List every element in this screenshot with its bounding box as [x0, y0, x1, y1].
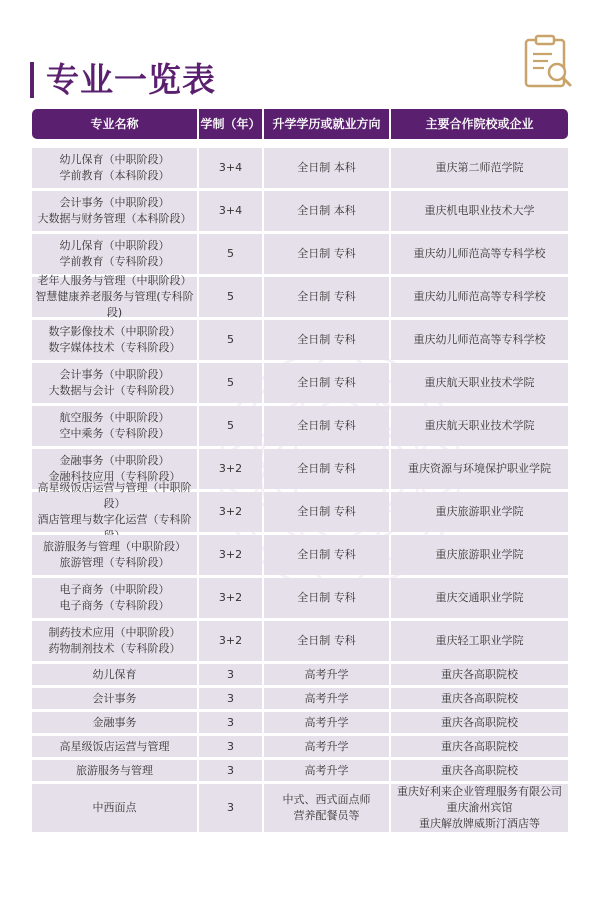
cell-direction [264, 664, 389, 685]
cell-partner [391, 535, 568, 575]
cell-partner-line: 重庆航天职业技术学院 [424, 419, 535, 432]
cell-direction [264, 277, 389, 317]
cell-years: 3+2 [199, 535, 262, 575]
cell-major-line: 电子商务（中职阶段） [59, 583, 170, 596]
cell-direction [264, 621, 389, 661]
cell-direction-line: 全日制 专科 [297, 247, 356, 260]
cell-years: 3+2 [199, 492, 262, 532]
cell-major-line: 老年人服务与管理（中职阶段） [37, 274, 192, 287]
cell-partner-line: 重庆解放牌威斯汀酒店等 [419, 817, 540, 830]
cell-major-line: 旅游服务与管理 [76, 763, 153, 777]
title-accent-bar [30, 62, 34, 98]
cell-direction-line: 高考升学 [304, 739, 349, 753]
cell-major-line: 航空服务（中职阶段） [59, 411, 170, 424]
cell-years: 3+2 [199, 621, 262, 661]
cell-major [32, 664, 197, 685]
cell-years: 5 [199, 406, 262, 446]
cell-direction [264, 449, 389, 489]
cell-partner [391, 736, 568, 757]
table-row [32, 760, 568, 781]
table-row [32, 712, 568, 733]
table-row [32, 406, 568, 446]
cell-partner-line: 重庆各高职院校 [441, 739, 518, 753]
cell-major-line: 旅游服务与管理（中职阶段） [43, 540, 186, 553]
cell-partner [391, 760, 568, 781]
header-major: 专业名称 [32, 109, 197, 139]
cell-major-line: 学前教育（专科阶段） [59, 255, 170, 268]
header-direction: 升学学历或就业方向 [264, 109, 389, 139]
cell-years: 3+4 [199, 191, 262, 231]
table-row [32, 578, 568, 618]
table-row [32, 535, 568, 575]
cell-years: 3 [199, 664, 262, 685]
cell-direction-line: 中式、西式面点师 [282, 793, 371, 806]
cell-major [32, 406, 197, 446]
header-partner: 主要合作院校或企业 [391, 109, 568, 139]
cell-direction [264, 363, 389, 403]
cell-direction [264, 148, 389, 188]
cell-major-line: 金融科技应用（专科阶段） [48, 470, 181, 483]
cell-partner-line: 重庆旅游职业学院 [435, 548, 524, 561]
page-title: 专业一览表 [46, 60, 216, 99]
cell-direction [264, 191, 389, 231]
cell-direction-line: 全日制 专科 [297, 548, 356, 561]
cell-direction [264, 406, 389, 446]
cell-direction-line: 全日制 专科 [297, 419, 356, 432]
cell-major [32, 274, 197, 319]
table-row [32, 274, 568, 319]
cell-direction-line: 全日制 本科 [297, 161, 356, 174]
cell-years: 3+2 [199, 449, 262, 489]
cell-partner-line: 重庆航天职业技术学院 [424, 376, 535, 389]
cell-partner-line: 重庆各高职院校 [441, 691, 518, 705]
clipboard-search-icon [522, 34, 574, 90]
cell-years: 5 [199, 320, 262, 360]
cell-years: 3 [199, 712, 262, 733]
cell-direction [264, 688, 389, 709]
cell-major [32, 688, 197, 709]
cell-direction [264, 492, 389, 532]
cell-years: 3 [199, 736, 262, 757]
table-row [32, 234, 568, 274]
cell-major-line: 制药技术应用（中职阶段） [48, 626, 181, 639]
table-row [32, 784, 568, 832]
cell-partner [391, 191, 568, 231]
table-row [32, 664, 568, 685]
cell-major [32, 481, 197, 532]
cell-partner-line: 重庆各高职院校 [441, 763, 518, 777]
cell-major-line: 会计事务 [92, 691, 137, 705]
cell-direction-line: 全日制 本科 [297, 204, 356, 217]
cell-partner-line: 重庆旅游职业学院 [435, 505, 524, 518]
cell-partner-line: 重庆渝州宾馆 [446, 801, 513, 814]
cell-major-line: 中西面点 [92, 801, 137, 814]
cell-direction-line: 全日制 专科 [297, 333, 356, 346]
cell-major [32, 320, 197, 360]
cell-partner-line: 重庆第二师范学院 [435, 161, 524, 174]
table-row [32, 736, 568, 757]
table-row [32, 621, 568, 661]
table-row [32, 363, 568, 403]
cell-major [32, 234, 197, 274]
cell-partner [391, 277, 568, 317]
cell-partner-line: 重庆各高职院校 [441, 715, 518, 729]
cell-direction-line: 高考升学 [304, 667, 349, 681]
cell-major-line: 数字媒体技术（专科阶段） [48, 341, 181, 354]
cell-years: 3 [199, 760, 262, 781]
cell-major [32, 760, 197, 781]
cell-major-line: 高星级饭店运营与管理（中职阶段） [37, 481, 192, 510]
cell-partner-line: 重庆交通职业学院 [435, 591, 524, 604]
cell-major [32, 621, 197, 661]
cell-partner [391, 688, 568, 709]
cell-direction [264, 712, 389, 733]
cell-major [32, 736, 197, 757]
table-row [32, 320, 568, 360]
cell-partner-line: 重庆轻工职业学院 [435, 634, 524, 647]
cell-partner [391, 234, 568, 274]
cell-direction [264, 234, 389, 274]
cell-partner [391, 363, 568, 403]
table-row [32, 148, 568, 188]
cell-partner-line: 重庆机电职业技术大学 [424, 204, 535, 217]
cell-major [32, 148, 197, 188]
cell-direction-line: 全日制 专科 [297, 290, 356, 303]
cell-years: 3 [199, 784, 262, 832]
cell-direction [264, 320, 389, 360]
cell-direction-line: 高考升学 [304, 691, 349, 705]
cell-major-line: 空中乘务（专科阶段） [59, 427, 170, 440]
cell-years: 3+2 [199, 578, 262, 618]
cell-major-line: 大数据与会计（专科阶段） [48, 384, 181, 397]
table-row [32, 688, 568, 709]
cell-direction-line: 全日制 专科 [297, 376, 356, 389]
cell-major-line: 学前教育（本科阶段） [59, 169, 170, 182]
cell-direction [264, 578, 389, 618]
cell-direction-line: 全日制 专科 [297, 634, 356, 647]
cell-partner-line: 重庆幼儿师范高等专科学校 [413, 290, 546, 303]
cell-partner [391, 148, 568, 188]
cell-major-line: 幼儿保育（中职阶段） [59, 239, 170, 252]
cell-direction-line: 高考升学 [304, 715, 349, 729]
cell-partner [391, 784, 568, 832]
table-header-row [32, 109, 568, 139]
cell-major-line: 智慧健康养老服务与管理(专科阶段) [35, 290, 194, 319]
cell-partner-line: 重庆幼儿师范高等专科学校 [413, 333, 546, 346]
cell-major-line: 幼儿保育（中职阶段） [59, 153, 170, 166]
cell-direction-line: 高考升学 [304, 763, 349, 777]
cell-major-line: 会计事务（中职阶段） [59, 368, 170, 381]
cell-major-line: 酒店管理与数字化运营（专科阶 [37, 513, 192, 526]
cell-partner [391, 578, 568, 618]
cell-years: 5 [199, 277, 262, 317]
cell-major [32, 535, 197, 575]
table-row [32, 481, 568, 532]
cell-major [32, 363, 197, 403]
cell-direction-line: 全日制 专科 [297, 591, 356, 604]
cell-major-line: 数字影像技术（中职阶段） [48, 325, 181, 338]
header-years: 学制（年） [199, 109, 262, 139]
cell-years: 5 [199, 234, 262, 274]
cell-partner-line: 重庆好利来企业管理服务有限公司 [397, 785, 562, 798]
cell-years: 3 [199, 688, 262, 709]
cell-direction [264, 760, 389, 781]
cell-direction-line: 全日制 专科 [297, 462, 356, 475]
cell-direction [264, 535, 389, 575]
cell-direction [264, 784, 389, 832]
cell-partner [391, 320, 568, 360]
cell-partner [391, 664, 568, 685]
cell-major-line: 旅游管理（专科阶段） [59, 556, 170, 569]
majors-table [32, 109, 568, 835]
cell-major-line: 电子商务（专科阶段） [59, 599, 170, 612]
cell-direction-line: 全日制 专科 [297, 505, 356, 518]
cell-major [32, 712, 197, 733]
cell-major-line: 幼儿保育 [92, 667, 137, 681]
cell-partner [391, 492, 568, 532]
cell-major [32, 191, 197, 231]
cell-direction-line: 营养配餐员等 [293, 809, 360, 822]
cell-major-line: 大数据与财务管理（本科阶段） [37, 212, 192, 225]
cell-partner [391, 712, 568, 733]
cell-partner [391, 621, 568, 661]
cell-partner-line: 重庆各高职院校 [441, 667, 518, 681]
cell-major-line: 会计事务（中职阶段） [59, 196, 170, 209]
cell-major-line: 金融事务（中职阶段） [59, 454, 170, 467]
table-row [32, 191, 568, 231]
cell-partner [391, 406, 568, 446]
cell-major [32, 578, 197, 618]
cell-years: 3+4 [199, 148, 262, 188]
cell-years: 5 [199, 363, 262, 403]
table-body [32, 148, 568, 832]
cell-direction [264, 736, 389, 757]
cell-major-line: 药物制剂技术（专科阶段） [48, 642, 181, 655]
cell-partner-line: 重庆资源与环境保护职业学院 [408, 462, 551, 475]
cell-major [32, 784, 197, 832]
cell-major-line: 高星级饭店运营与管理 [59, 739, 170, 753]
cell-partner [391, 449, 568, 489]
cell-partner-line: 重庆幼儿师范高等专科学校 [413, 247, 546, 260]
cell-major-line: 金融事务 [92, 715, 137, 729]
